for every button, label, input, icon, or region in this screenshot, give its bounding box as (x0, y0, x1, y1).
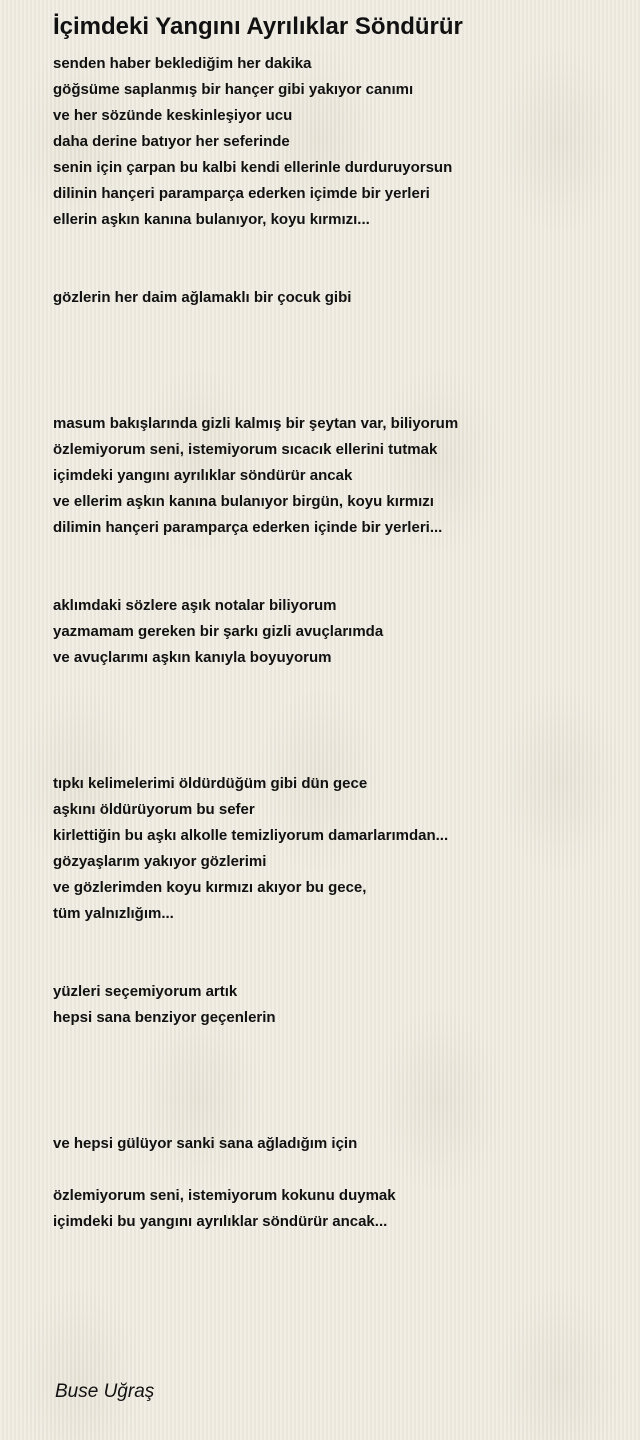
poem-title: İçimdeki Yangını Ayrılıklar Söndürür (53, 13, 463, 40)
poem-line: ve hepsi gülüyor sanki sana ağladığım için (53, 1135, 358, 1152)
poem-line: özlemiyorum seni, istemiyorum kokunu duymak (53, 1187, 396, 1204)
poem-line: gözyaşlarım yakıyor gözlerimi (53, 853, 267, 870)
poem-line: yazmamam gereken bir şarkı gizli avuçlarımda (53, 623, 384, 640)
poem-author: Buse Uğraş (55, 1381, 155, 1402)
poem-line: yüzleri seçemiyorum artık (53, 983, 238, 1000)
poem-line: aşkını öldürüyorum bu sefer (53, 801, 255, 818)
poem-line: özlemiyorum seni, istemiyorum sıcacık ellerini tutmak (53, 441, 438, 458)
poem-line: kirlettiğin bu aşkı alkolle temizliyorum damarlarımdan... (53, 827, 449, 844)
poem-line: hepsi sana benziyor geçenlerin (53, 1009, 276, 1026)
poem-line: içimdeki bu yangını ayrılıklar söndürür ancak... (53, 1213, 388, 1230)
poem-line: tüm yalnızlığım... (53, 905, 174, 922)
poem-line: senin için çarpan bu kalbi kendi ellerinle durduruyorsun (53, 159, 453, 176)
poem-line: gözlerin her daim ağlamaklı bir çocuk gibi (53, 289, 352, 306)
poem-line: dilinin hançeri paramparça ederken içimde bir yerleri (53, 185, 430, 202)
poem-line: göğsüme saplanmış bir hançer gibi yakıyor canımı (53, 81, 414, 98)
poem-line: dilimin hançeri paramparça ederken içinde bir yerleri... (53, 519, 443, 536)
poem-line: ve gözlerimden koyu kırmızı akıyor bu gece, (53, 879, 367, 896)
poem-line: masum bakışlarında gizli kalmış bir şeytan var, biliyorum (53, 415, 459, 432)
poem-line: ellerin aşkın kanına bulanıyor, koyu kırmızı... (53, 211, 370, 228)
poem-line: ve avuçlarımı aşkın kanıyla boyuyorum (53, 649, 332, 666)
poem-line: daha derine batıyor her seferinde (53, 133, 290, 150)
poem-line: senden haber beklediğim her dakika (53, 55, 312, 72)
poem-line: içimdeki yangını ayrılıklar söndürür ancak (53, 467, 353, 484)
poem-line: ve ellerim aşkın kanına bulanıyor birgün, koyu kırmızı (53, 493, 434, 510)
poem-line: ve her sözünde keskinleşiyor ucu (53, 107, 293, 124)
poem-line: tıpkı kelimelerimi öldürdüğüm gibi dün gece (53, 775, 368, 792)
poem-line: aklımdaki sözlere aşık notalar biliyorum (53, 597, 337, 614)
